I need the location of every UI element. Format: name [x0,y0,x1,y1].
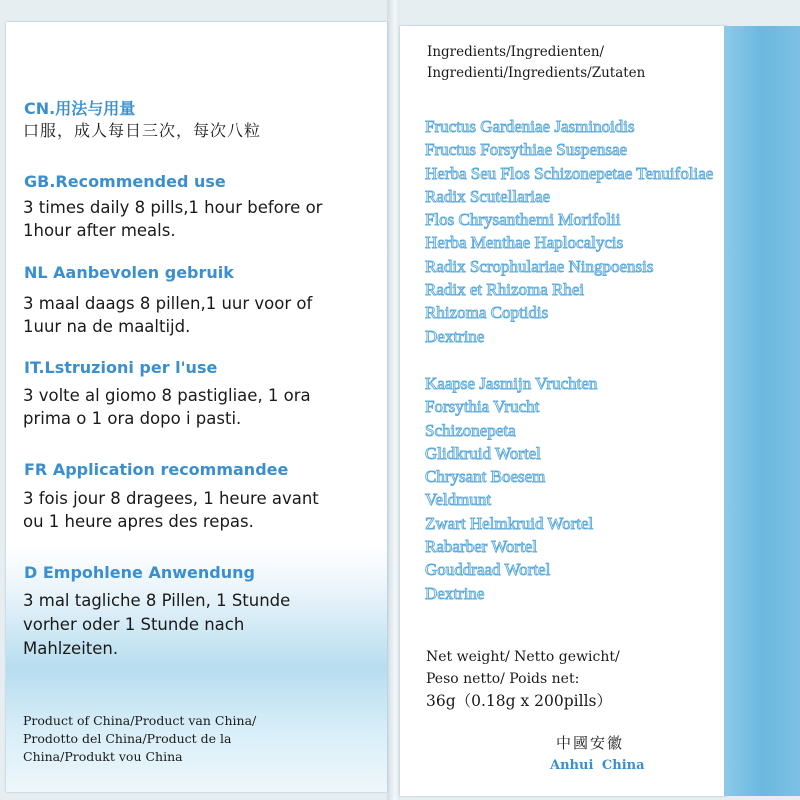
net-weight-label-1: Net weight/ Netto gewicht/ [426,649,620,665]
ingredient-name: Forsythia Vrucht [425,397,540,417]
usage-text-d-1: 3 mal tagliche 8 Pillen, 1 Stunde [23,591,291,610]
usage-heading-gb: GB.Recommended use [24,172,226,191]
blue-side-strip [724,26,800,796]
ingredient-name: Fructus Forsythiae Suspensae [425,140,628,160]
origin-line: China/Produkt vou China [23,749,183,764]
ingredient-name: Veldmunt [425,490,492,510]
origin-place-english: Anhui China [550,758,645,773]
usage-text-d-2: vorher oder 1 Stunde nach [23,615,245,634]
ingredients-panel [400,26,727,796]
ingredient-row [425,513,769,536]
ingredients-heading-line: Ingredienti/Ingredients/Zutaten [427,65,646,81]
ingredients-heading [427,42,645,84]
ingredient-name: Chrysant Boesem [425,467,546,487]
usage-text-fr-1: 3 fois jour 8 dragees, 1 heure avant [23,489,319,508]
ingredients-list-latin [425,116,769,349]
ingredient-name: Gouddraad Wortel [425,560,551,580]
usage-text-fr-2: ou 1 heure apres des repas. [23,512,254,531]
usage-text-gb-2: 1hour after meals. [23,221,176,240]
usage-text-it-2: prima o 1 ora dopo i pasti. [23,409,242,428]
usage-text-d-3: Mahlzeiten. [23,639,119,658]
ingredient-row [425,443,769,466]
ingredient-row [425,163,769,186]
usage-text-nl-2: 1uur na de maaltijd. [23,317,191,336]
ingredient-row [425,489,769,512]
ingredient-row [425,279,769,302]
usage-text-it-1: 3 volte al giomo 8 pastigliae, 1 ora [23,386,311,405]
origin-place-chinese: 中國安徽 [556,734,625,752]
ingredient-name: Dextrine [425,326,485,346]
net-weight-value: 36g（0.18g x 200pills） [426,692,613,710]
ingredient-row [425,139,769,162]
net-weight-label-2: Peso netto/ Poids net: [426,671,580,687]
usage-text-nl-1: 3 maal daags 8 pillen,1 uur voor of [23,294,313,313]
ingredient-row [425,186,769,209]
ingredient-row [425,209,769,232]
ingredient-row [425,583,769,606]
net-weight [426,646,620,712]
ingredient-name: Dextrine [425,583,485,603]
product-origin [23,712,256,766]
ingredients-list-dutch [425,373,769,606]
ingredient-name: Fructus Gardeniae Jasminoidis [425,117,635,136]
usage-text-cn: 口服，成人每日三次，每次八粒 [23,121,262,140]
ingredient-row [425,396,769,419]
origin-line: Prodotto del China/Product de la [23,731,232,746]
ingredient-name: Herba Seu Flos Schizonepetae Tenuifoliae [425,163,714,183]
ingredient-row [425,536,769,559]
ingredient-row [425,326,769,349]
usage-panel [6,22,387,792]
usage-heading-fr: FR Application recommandee [24,460,289,479]
ingredients-heading-line: Ingredients/Ingredienten/ [427,44,605,60]
usage-heading-cn: CN.用法与用量 [24,99,136,118]
usage-heading-d: D Empohlene Anwendung [24,563,255,582]
origin-line: Product of China/Product van China/ [23,713,257,728]
ingredient-name: Rabarber Wortel [425,537,538,557]
ingredient-row [425,373,769,396]
ingredient-name: Schizonepeta [425,420,516,440]
usage-heading-nl: NL Aanbevolen gebruik [24,263,234,282]
ingredient-row [425,232,769,255]
ingredient-name: Glidkruid Wortel [425,443,541,463]
fold-shadow [387,0,400,800]
usage-heading-it: IT.Lstruzioni per l'use [24,358,218,377]
ingredient-row [425,256,769,279]
usage-text-gb-1: 3 times daily 8 pills,1 hour before or [23,198,323,217]
ingredient-name: Radix et Rhizoma Rhei [425,280,585,300]
ingredient-row [425,466,769,489]
ingredient-name: Rhizoma Coptidis [425,303,549,323]
ingredient-name: Radix Scrophulariae Ningpoensis [425,256,654,276]
ingredient-row [425,302,769,325]
ingredient-name: Radix Scutellariae [425,186,551,206]
ingredient-row [425,116,769,139]
ingredient-name: Flos Chrysanthemi Morifolii [425,210,621,230]
ingredient-row [425,420,769,443]
ingredient-name: Kaapse Jasmijn Vruchten [425,374,598,393]
ingredient-name: Herba Menthae Haplocalycis [425,233,624,253]
ingredient-row [425,559,769,582]
ingredient-name: Zwart Helmkruid Wortel [425,513,594,533]
